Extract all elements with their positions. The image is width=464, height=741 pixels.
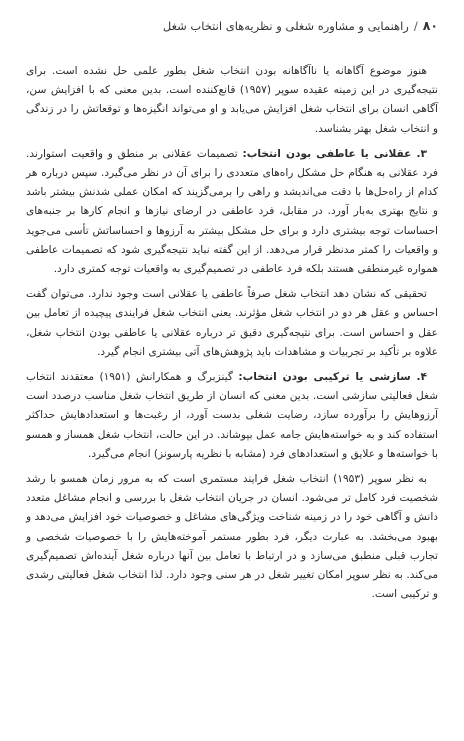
paragraph-text: تحقیقی که نشان دهد انتخاب شغل صرفاً عاطفی یا عقلانی است وجود ندارد. می‌توان گفت احساس و عقل هر دو در انتخاب شغل مؤثرند. یعنی انتخاب شغل فرایندی پیچیده از تعامل بین عقل و احساس است. برای نتیجه‌گیری دقیق تر درباره عقلانی یا عاطفی بودن انتخاب شغل، علاوه بر تأکید بر تجربیات و مشاهدات باید پژوهش‌های آتی بیشتری انجام گیرد. (26, 288, 438, 358)
paragraph-text: گینزبرگ و همکارانش (۱۹۵۱) معتقدند انتخاب شغل فعالیتی سازشی است. بدین معنی که انسان از طریق انتخاب شغل مناسب درصدد است آرزوهایش را برآورده سازد، رضایت شغلی بدست آورد، از رغبت‌ها و استعدادهایش حداکثر استفاده کند و به خواسته‌هایش جامه عمل بپوشاند. در این حالت، انتخاب شغل همساز و همسو با خواسته‌ها و علایق و استعدادهای فرد (مشابه با نظریه پارسونز) انجام می‌گیرد. (26, 371, 438, 460)
page-number: ۸۰ (422, 18, 438, 33)
paragraph-text: به نظر سوپر (۱۹۵۳) انتخاب شغل فرایند مستمری است که به مرور زمان همسو با رشد شخصیت فرد کامل تر می‌شود. انسان در جریان انتخاب شغل با بررسی و انجام مشاغل متعدد دانش و آگاهی خود را در زمینه شناخت ویژگی‌های مشاغل و خصوصیات خود افزایش می‌دهد و بهبود می‌بخشد. به عبارت دیگر، فرد بطور مستمر آموخته‌هایش را با خصوصیات شخصی و تجارب قبلی منطبق می‌سازد و در ارتباط با تعامل بین آنها درباره شغل آینده‌اش تصمیم‌گیری می‌کند. به نظر سوپر امکان تغییر شغل در هر سنی وجود دارد. لذا انتخاب شغل فعالیتی رشدی و ترکیبی است. (26, 473, 438, 601)
paragraph-text: تصمیمات عقلانی بر منطق و واقعیت استوارند. فرد عقلانی به هنگام حل مشکل راه‌های متعددی را برای آن در نظر می‌گیرد. سپس درباره هر کدام از راه‌حل‌ها با دقت می‌اندیشد و راهی را برمی‌گزیند که امکان عملی شدنش بیشتر باشد و نتایج بهتری به‌بار آورد. در مقابل، فرد عاطفی در ارضای نیازها و انجام کارها بر جنبه‌های احساسات توجه بیشتری دارد و برای حل مشکل بیشتر به آرزوها و احساساتش تأسی می‌جوید و واقعیات را کمتر مدنظر قرار می‌دهد. از این گفته نباید نتیجه‌گیری شود که تصمیمات عاطفی همواره غیرمنطقی هستند بلکه فرد عاطفی در تصمیم‌گیری به واقعیات توجه کمتری دارد. (26, 147, 438, 276)
paragraph-rational-emotional (26, 145, 438, 279)
section-heading: ۳. عقلانی یا عاطفی بودن انتخاب: (242, 147, 427, 160)
header-separator: / (413, 19, 418, 33)
paragraph-super (26, 470, 438, 604)
paragraph-text: هنوز موضوع آگاهانه یا ناآگاهانه بودن انتخاب شغل بطور علمی حل نشده است. برای نتیجه‌گیری در این زمینه عقیده سوپر (۱۹۵۷) قانع‌کننده است. بدین معنی که با افزایش سن، آگاهی انسان برای انتخاب شغل افزایش می‌یابد و او می‌تواند انگیزه‌ها و توقعاتش را در زندگی و انتخاب شغل بهتر بشناسد. (26, 65, 439, 135)
body-text (26, 62, 438, 604)
paragraph-research (26, 285, 438, 362)
paragraph-awareness (26, 62, 438, 139)
running-title: راهنمایی و مشاوره شغلی و نظریه‌های انتخاب شغل (162, 19, 409, 33)
running-header (26, 18, 438, 34)
section-heading: ۴. سازشی یا ترکیبی بودن انتخاب: (238, 371, 427, 384)
paragraph-compromise (26, 368, 438, 464)
